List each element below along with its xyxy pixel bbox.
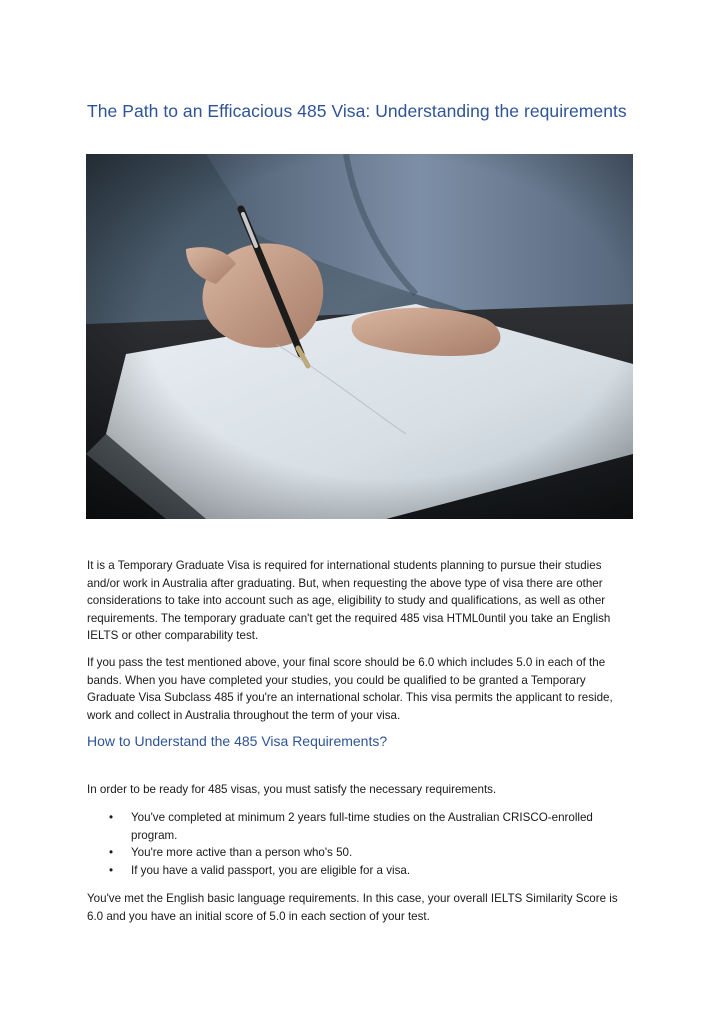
body-paragraph: If you pass the test mentioned above, your final score should be 6.0 which includes 5.0 in each of the bands. When you have completed your studies, you could be qualified to be granted a Temporary Graduate Visa Subclass 485 if you're an international scholar. This visa permits the applicant to reside, work and collect in Australia throughout the term of your visa. (87, 656, 613, 722)
requirements-list (87, 809, 635, 879)
list-item (87, 862, 635, 880)
list-item-text: You're more active than a person who's 50. (131, 846, 353, 860)
bullet-icon: • (109, 863, 114, 877)
body-paragraph: It is a Temporary Graduate Visa is required for international students planning to pursue their studies and/or work in Australia after graduating. But, when requesting the above type of visa there are other considerations to take into account such as age, eligibility to study and qualifications, as well as other requirements. The temporary graduate can't get the required 485 visa HTML0until you take an English IELTS or other comparability test. (87, 559, 611, 643)
photo-hand-writing-on-paper (86, 154, 633, 519)
list-item (87, 809, 635, 844)
list-item-text: You've completed at minimum 2 years full-time studies on the Australian CRISCO-enrolled program. (131, 811, 593, 842)
intro-paragraph: In order to be ready for 485 visas, you must satisfy the necessary requirements. (87, 783, 497, 796)
list-item-text: If you have a valid passport, you are eligible for a visa. (131, 863, 411, 877)
section-heading: How to Understand the 485 Visa Requirements? (87, 733, 388, 749)
bullet-icon: • (109, 846, 114, 860)
closing-paragraph: You've met the English basic language requirements. In this case, your overall IELTS Similarity Score is 6.0 and you have an initial score of 5.0 in each section of your test. (87, 892, 618, 923)
bullet-icon: • (109, 811, 114, 824)
page-title: The Path to an Efficacious 485 Visa: Understanding the requirements (87, 101, 627, 121)
list-item (87, 844, 635, 862)
